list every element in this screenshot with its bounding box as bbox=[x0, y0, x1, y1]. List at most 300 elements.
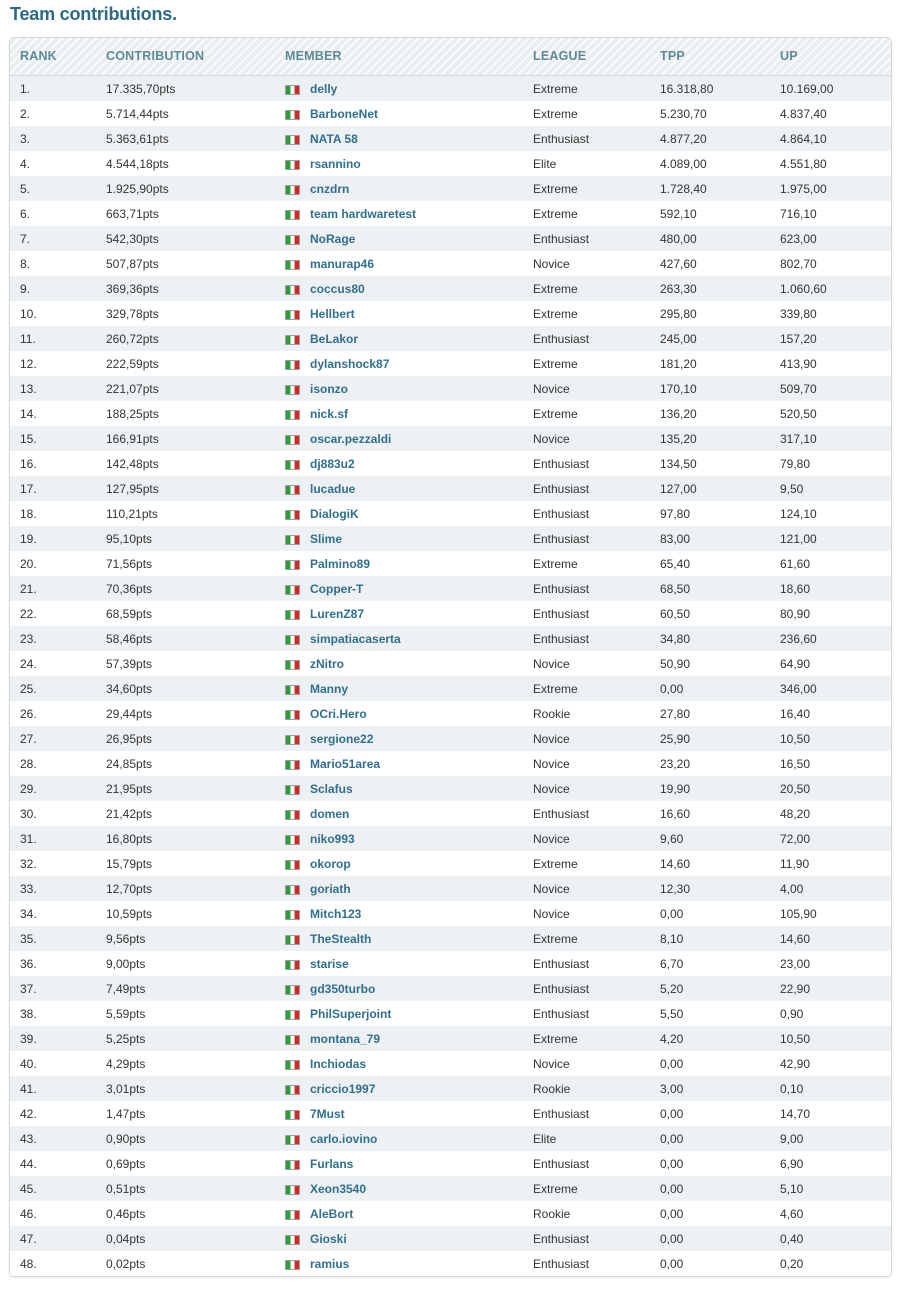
tpp-cell: 50,90 bbox=[660, 657, 691, 671]
flag-icon bbox=[285, 160, 300, 170]
member-link[interactable]: Copper-T bbox=[310, 582, 364, 596]
rank-cell: 39. bbox=[20, 1032, 37, 1046]
rank-cell: 7. bbox=[20, 232, 31, 246]
flag-icon bbox=[285, 535, 300, 545]
league-cell: Elite bbox=[533, 157, 557, 171]
up-cell: 20,50 bbox=[780, 782, 811, 796]
table-row bbox=[10, 801, 891, 826]
rank-cell: 30. bbox=[20, 807, 37, 821]
member-link[interactable]: LurenZ87 bbox=[310, 607, 365, 621]
flag-icon bbox=[285, 560, 300, 570]
contribution-cell: 34,60pts bbox=[106, 682, 153, 696]
contributions-table bbox=[9, 37, 892, 1277]
up-cell: 14,60 bbox=[780, 932, 811, 946]
italy-flag-icon bbox=[285, 484, 300, 498]
rank-cell: 42. bbox=[20, 1107, 37, 1121]
tpp-cell: 0,00 bbox=[660, 1257, 684, 1271]
rank-cell: 13. bbox=[20, 382, 37, 396]
italy-flag-icon bbox=[285, 659, 300, 673]
up-cell: 4.551,80 bbox=[780, 157, 827, 171]
member-link[interactable]: manurap46 bbox=[310, 257, 375, 271]
flag-icon bbox=[285, 735, 300, 745]
up-cell: 79,80 bbox=[780, 457, 811, 471]
rank-cell: 35. bbox=[20, 932, 37, 946]
member-link[interactable]: DialogiK bbox=[310, 507, 359, 521]
contribution-cell: 15,79pts bbox=[106, 857, 153, 871]
tpp-cell: 34,80 bbox=[660, 632, 691, 646]
column-header-member[interactable]: MEMBER bbox=[285, 49, 342, 63]
table-row bbox=[10, 151, 891, 176]
flag-icon bbox=[285, 960, 300, 970]
flag-icon bbox=[285, 235, 300, 245]
column-header-contribution[interactable]: CONTRIBUTION bbox=[106, 49, 205, 63]
tpp-cell: 0,00 bbox=[660, 1107, 684, 1121]
league-cell: Rookie bbox=[533, 1082, 571, 1096]
league-cell: Extreme bbox=[533, 282, 578, 296]
rank-cell: 8. bbox=[20, 257, 31, 271]
league-cell: Novice bbox=[533, 257, 570, 271]
rank-cell: 24. bbox=[20, 657, 37, 671]
table-row bbox=[10, 201, 891, 226]
member-link[interactable]: carlo.iovino bbox=[310, 1132, 378, 1146]
league-cell: Enthusiast bbox=[533, 457, 590, 471]
italy-flag-icon bbox=[285, 1059, 300, 1073]
rank-cell: 15. bbox=[20, 432, 37, 446]
tpp-cell: 0,00 bbox=[660, 1207, 684, 1221]
table-row bbox=[10, 426, 891, 451]
up-cell: 6,90 bbox=[780, 1157, 804, 1171]
contribution-cell: 5.363,61pts bbox=[106, 132, 169, 146]
italy-flag-icon bbox=[285, 559, 300, 573]
up-cell: 157,20 bbox=[780, 332, 817, 346]
tpp-cell: 65,40 bbox=[660, 557, 691, 571]
up-cell: 42,90 bbox=[780, 1057, 811, 1071]
rank-cell: 10. bbox=[20, 307, 37, 321]
member-link[interactable]: nick.sf bbox=[310, 407, 349, 421]
rank-cell: 38. bbox=[20, 1007, 37, 1021]
up-cell: 121,00 bbox=[780, 532, 817, 546]
tpp-cell: 16,60 bbox=[660, 807, 691, 821]
italy-flag-icon bbox=[285, 159, 300, 173]
column-header-tpp[interactable]: TPP bbox=[660, 49, 685, 63]
flag-icon bbox=[285, 1160, 300, 1170]
rank-cell: 21. bbox=[20, 582, 37, 596]
tpp-cell: 83,00 bbox=[660, 532, 691, 546]
up-cell: 5,10 bbox=[780, 1182, 804, 1196]
league-cell: Enthusiast bbox=[533, 1232, 590, 1246]
italy-flag-icon bbox=[285, 634, 300, 648]
rank-cell: 12. bbox=[20, 357, 37, 371]
member-link[interactable]: TheStealth bbox=[310, 932, 372, 946]
italy-flag-icon bbox=[285, 1159, 300, 1173]
contribution-cell: 369,36pts bbox=[106, 282, 159, 296]
contribution-cell: 4,29pts bbox=[106, 1057, 146, 1071]
column-header-league[interactable]: LEAGUE bbox=[533, 49, 587, 63]
contribution-cell: 0,90pts bbox=[106, 1132, 146, 1146]
flag-icon bbox=[285, 210, 300, 220]
rank-cell: 27. bbox=[20, 732, 37, 746]
member-link[interactable]: team hardwaretest bbox=[310, 207, 417, 221]
italy-flag-icon bbox=[285, 534, 300, 548]
italy-flag-icon bbox=[285, 284, 300, 298]
member-link[interactable]: delly bbox=[310, 82, 338, 96]
table-row bbox=[10, 676, 891, 701]
member-link[interactable]: Xeon3540 bbox=[310, 1182, 367, 1196]
flag-icon bbox=[285, 410, 300, 420]
flag-icon bbox=[285, 1210, 300, 1220]
member-link[interactable]: lucadue bbox=[310, 482, 356, 496]
rank-cell: 37. bbox=[20, 982, 37, 996]
table-row bbox=[10, 1126, 891, 1151]
league-cell: Extreme bbox=[533, 682, 578, 696]
up-cell: 413,90 bbox=[780, 357, 817, 371]
up-cell: 317,10 bbox=[780, 432, 817, 446]
flag-icon bbox=[285, 435, 300, 445]
flag-icon bbox=[285, 860, 300, 870]
contribution-cell: 5,59pts bbox=[106, 1007, 146, 1021]
league-cell: Enthusiast bbox=[533, 1257, 590, 1271]
up-cell: 236,60 bbox=[780, 632, 817, 646]
tpp-cell: 134,50 bbox=[660, 457, 697, 471]
rank-cell: 45. bbox=[20, 1182, 37, 1196]
contribution-cell: 24,85pts bbox=[106, 757, 153, 771]
contribution-cell: 166,91pts bbox=[106, 432, 159, 446]
league-cell: Enthusiast bbox=[533, 132, 590, 146]
contribution-cell: 0,46pts bbox=[106, 1207, 146, 1221]
table-row bbox=[10, 176, 891, 201]
italy-flag-icon bbox=[285, 584, 300, 598]
member-link[interactable]: zNitro bbox=[310, 657, 344, 671]
flag-icon bbox=[285, 985, 300, 995]
member-link[interactable]: niko993 bbox=[310, 832, 355, 846]
league-cell: Novice bbox=[533, 382, 570, 396]
member-link[interactable]: Mario51area bbox=[310, 757, 381, 771]
up-cell: 802,70 bbox=[780, 257, 817, 271]
tpp-cell: 5,20 bbox=[660, 982, 684, 996]
table-row bbox=[10, 451, 891, 476]
table-row bbox=[10, 651, 891, 676]
flag-icon bbox=[285, 1185, 300, 1195]
column-header-rank[interactable]: RANK bbox=[20, 49, 57, 63]
league-cell: Enthusiast bbox=[533, 1157, 590, 1171]
table-row bbox=[10, 1026, 891, 1051]
italy-flag-icon bbox=[285, 1209, 300, 1223]
up-cell: 124,10 bbox=[780, 507, 817, 521]
member-link[interactable]: NoRage bbox=[310, 232, 356, 246]
tpp-cell: 136,20 bbox=[660, 407, 697, 421]
league-cell: Enthusiast bbox=[533, 507, 590, 521]
table-row bbox=[10, 1076, 891, 1101]
tpp-cell: 263,30 bbox=[660, 282, 697, 296]
member-link[interactable]: Sclafus bbox=[310, 782, 353, 796]
league-cell: Elite bbox=[533, 1132, 557, 1146]
page-title: Team contributions. bbox=[10, 4, 177, 24]
league-cell: Extreme bbox=[533, 407, 578, 421]
tpp-cell: 16.318,80 bbox=[660, 82, 714, 96]
league-cell: Enthusiast bbox=[533, 332, 590, 346]
member-link[interactable]: OCri.Hero bbox=[310, 707, 367, 721]
rank-cell: 31. bbox=[20, 832, 37, 846]
contribution-cell: 142,48pts bbox=[106, 457, 159, 471]
italy-flag-icon bbox=[285, 84, 300, 98]
up-cell: 339,80 bbox=[780, 307, 817, 321]
league-cell: Novice bbox=[533, 1057, 570, 1071]
up-cell: 520,50 bbox=[780, 407, 817, 421]
up-cell: 4,60 bbox=[780, 1207, 804, 1221]
contribution-cell: 507,87pts bbox=[106, 257, 159, 271]
rank-cell: 22. bbox=[20, 607, 37, 621]
column-header-up[interactable]: UP bbox=[780, 49, 798, 63]
member-link[interactable]: cnzdrn bbox=[310, 182, 350, 196]
flag-icon bbox=[285, 710, 300, 720]
table-row bbox=[10, 501, 891, 526]
member-link[interactable]: Inchiodas bbox=[310, 1057, 367, 1071]
up-cell: 64,90 bbox=[780, 657, 811, 671]
up-cell: 0,20 bbox=[780, 1257, 804, 1271]
italy-flag-icon bbox=[285, 1109, 300, 1123]
contribution-cell: 68,59pts bbox=[106, 607, 153, 621]
tpp-cell: 97,80 bbox=[660, 507, 691, 521]
up-cell: 23,00 bbox=[780, 957, 811, 971]
member-link[interactable]: Mitch123 bbox=[310, 907, 362, 921]
member-link[interactable]: NATA 58 bbox=[310, 132, 358, 146]
tpp-cell: 592,10 bbox=[660, 207, 697, 221]
contribution-cell: 1.925,90pts bbox=[106, 182, 169, 196]
league-cell: Extreme bbox=[533, 207, 578, 221]
contribution-cell: 21,42pts bbox=[106, 807, 153, 821]
tpp-cell: 3,00 bbox=[660, 1082, 684, 1096]
table-row bbox=[10, 776, 891, 801]
league-cell: Extreme bbox=[533, 1182, 578, 1196]
flag-icon bbox=[285, 810, 300, 820]
table-row bbox=[10, 251, 891, 276]
contribution-cell: 95,10pts bbox=[106, 532, 153, 546]
member-link[interactable]: oscar.pezzaldi bbox=[310, 432, 392, 446]
member-link[interactable]: Manny bbox=[310, 682, 349, 696]
table-header bbox=[10, 38, 891, 76]
rank-cell: 32. bbox=[20, 857, 37, 871]
tpp-cell: 427,60 bbox=[660, 257, 697, 271]
up-cell: 16,50 bbox=[780, 757, 811, 771]
member-link[interactable]: Slime bbox=[310, 532, 343, 546]
league-cell: Enthusiast bbox=[533, 632, 590, 646]
up-cell: 61,60 bbox=[780, 557, 811, 571]
flag-icon bbox=[285, 1085, 300, 1095]
member-link[interactable]: Hellbert bbox=[310, 307, 355, 321]
contribution-cell: 110,21pts bbox=[106, 507, 158, 521]
member-link[interactable]: rsannino bbox=[310, 157, 361, 171]
member-link[interactable]: ramius bbox=[310, 1257, 350, 1271]
tpp-cell: 12,30 bbox=[660, 882, 691, 896]
member-link[interactable]: sergione22 bbox=[310, 732, 374, 746]
rank-cell: 33. bbox=[20, 882, 37, 896]
table-row bbox=[10, 401, 891, 426]
rank-cell: 40. bbox=[20, 1057, 37, 1071]
flag-icon bbox=[285, 685, 300, 695]
rank-cell: 5. bbox=[20, 182, 31, 196]
flag-icon bbox=[285, 1110, 300, 1120]
tpp-cell: 9,60 bbox=[660, 832, 684, 846]
tpp-cell: 127,00 bbox=[660, 482, 697, 496]
league-cell: Enthusiast bbox=[533, 1007, 590, 1021]
tpp-cell: 480,00 bbox=[660, 232, 697, 246]
up-cell: 10,50 bbox=[780, 732, 811, 746]
flag-icon bbox=[285, 135, 300, 145]
league-cell: Novice bbox=[533, 832, 570, 846]
contribution-cell: 542,30pts bbox=[106, 232, 159, 246]
table-row bbox=[10, 851, 891, 876]
contribution-cell: 70,36pts bbox=[106, 582, 153, 596]
contribution-cell: 4.544,18pts bbox=[106, 157, 169, 171]
italy-flag-icon bbox=[285, 384, 300, 398]
table-row bbox=[10, 351, 891, 376]
table-row bbox=[10, 76, 891, 101]
rank-cell: 11. bbox=[20, 332, 36, 346]
italy-flag-icon bbox=[285, 734, 300, 748]
member-link[interactable]: montana_79 bbox=[310, 1032, 381, 1046]
tpp-cell: 0,00 bbox=[660, 907, 684, 921]
tpp-cell: 27,80 bbox=[660, 707, 691, 721]
rank-cell: 20. bbox=[20, 557, 37, 571]
flag-icon bbox=[285, 285, 300, 295]
italy-flag-icon bbox=[285, 984, 300, 998]
tpp-cell: 0,00 bbox=[660, 682, 684, 696]
italy-flag-icon bbox=[285, 834, 300, 848]
flag-icon bbox=[285, 1235, 300, 1245]
italy-flag-icon bbox=[285, 1034, 300, 1048]
league-cell: Extreme bbox=[533, 107, 578, 121]
italy-flag-icon bbox=[285, 509, 300, 523]
member-link[interactable]: 7Must bbox=[310, 1107, 345, 1121]
league-cell: Enthusiast bbox=[533, 807, 590, 821]
flag-icon bbox=[285, 635, 300, 645]
tpp-cell: 135,20 bbox=[660, 432, 697, 446]
table-row bbox=[10, 1151, 891, 1176]
member-link[interactable]: domen bbox=[310, 807, 350, 821]
flag-icon bbox=[285, 585, 300, 595]
member-link[interactable]: coccus80 bbox=[310, 282, 365, 296]
member-link[interactable]: Palmino89 bbox=[310, 557, 371, 571]
tpp-cell: 8,10 bbox=[660, 932, 684, 946]
contribution-cell: 21,95pts bbox=[106, 782, 153, 796]
tpp-cell: 0,00 bbox=[660, 1057, 684, 1071]
member-link[interactable]: criccio1997 bbox=[310, 1082, 376, 1096]
contribution-cell: 26,95pts bbox=[106, 732, 153, 746]
contribution-cell: 16,80pts bbox=[106, 832, 153, 846]
table-row bbox=[10, 751, 891, 776]
italy-flag-icon bbox=[285, 209, 300, 223]
up-cell: 716,10 bbox=[780, 207, 817, 221]
up-cell: 9,50 bbox=[780, 482, 804, 496]
member-link[interactable]: isonzo bbox=[310, 382, 348, 396]
league-cell: Novice bbox=[533, 432, 570, 446]
italy-flag-icon bbox=[285, 309, 300, 323]
contribution-cell: 0,69pts bbox=[106, 1157, 146, 1171]
table-row bbox=[10, 526, 891, 551]
member-link[interactable]: goriath bbox=[310, 882, 351, 896]
up-cell: 0,90 bbox=[780, 1007, 804, 1021]
rank-cell: 23. bbox=[20, 632, 37, 646]
up-cell: 4,00 bbox=[780, 882, 804, 896]
table-row bbox=[10, 576, 891, 601]
rank-cell: 41. bbox=[20, 1082, 37, 1096]
tpp-cell: 245,00 bbox=[660, 332, 697, 346]
rank-cell: 2. bbox=[20, 107, 31, 121]
up-cell: 18,60 bbox=[780, 582, 811, 596]
table-row bbox=[10, 226, 891, 251]
italy-flag-icon bbox=[285, 334, 300, 348]
up-cell: 0,40 bbox=[780, 1232, 804, 1246]
member-link[interactable]: dylanshock87 bbox=[310, 357, 390, 371]
up-cell: 346,00 bbox=[780, 682, 817, 696]
rank-cell: 26. bbox=[20, 707, 37, 721]
member-link[interactable]: AleBort bbox=[310, 1207, 354, 1221]
up-cell: 1.975,00 bbox=[780, 182, 827, 196]
rank-cell: 16. bbox=[20, 457, 37, 471]
flag-icon bbox=[285, 1010, 300, 1020]
rank-cell: 43. bbox=[20, 1132, 37, 1146]
italy-flag-icon bbox=[285, 1134, 300, 1148]
contribution-cell: 260,72pts bbox=[106, 332, 159, 346]
italy-flag-icon bbox=[285, 709, 300, 723]
member-link[interactable]: dj883u2 bbox=[310, 457, 355, 471]
rank-cell: 47. bbox=[20, 1232, 37, 1246]
member-link[interactable]: PhilSuperjoint bbox=[310, 1007, 392, 1021]
member-link[interactable]: simpatiacaserta bbox=[310, 632, 401, 646]
contribution-cell: 5.714,44pts bbox=[106, 107, 169, 121]
up-cell: 0,10 bbox=[780, 1082, 804, 1096]
rank-cell: 18. bbox=[20, 507, 37, 521]
table-row bbox=[10, 126, 891, 151]
italy-flag-icon bbox=[285, 409, 300, 423]
rank-cell: 44. bbox=[20, 1157, 37, 1171]
flag-icon bbox=[285, 835, 300, 845]
contribution-cell: 9,56pts bbox=[106, 932, 146, 946]
italy-flag-icon bbox=[285, 884, 300, 898]
table-row bbox=[10, 901, 891, 926]
up-cell: 11,90 bbox=[780, 857, 810, 871]
table-row bbox=[10, 726, 891, 751]
member-link[interactable]: Gioski bbox=[310, 1232, 347, 1246]
table-row bbox=[10, 301, 891, 326]
up-cell: 623,00 bbox=[780, 232, 817, 246]
italy-flag-icon bbox=[285, 184, 300, 198]
contribution-cell: 1,47pts bbox=[106, 1107, 146, 1121]
table-row bbox=[10, 976, 891, 1001]
rank-cell: 14. bbox=[20, 407, 37, 421]
table-row bbox=[10, 101, 891, 126]
league-cell: Extreme bbox=[533, 82, 578, 96]
up-cell: 80,90 bbox=[780, 607, 811, 621]
league-cell: Enthusiast bbox=[533, 957, 590, 971]
league-cell: Novice bbox=[533, 732, 570, 746]
league-cell: Enthusiast bbox=[533, 532, 590, 546]
tpp-cell: 5,50 bbox=[660, 1007, 684, 1021]
member-link[interactable]: Furlans bbox=[310, 1157, 354, 1171]
up-cell: 4.837,40 bbox=[780, 107, 827, 121]
flag-icon bbox=[285, 310, 300, 320]
member-link[interactable]: BeLakor bbox=[310, 332, 359, 346]
contribution-cell: 5,25pts bbox=[106, 1032, 146, 1046]
flag-icon bbox=[285, 360, 300, 370]
member-link[interactable]: BarboneNet bbox=[310, 107, 379, 121]
contribution-cell: 17.335,70pts bbox=[106, 82, 176, 96]
member-link[interactable]: gd350turbo bbox=[310, 982, 376, 996]
tpp-cell: 60,50 bbox=[660, 607, 691, 621]
member-link[interactable]: starise bbox=[310, 957, 349, 971]
member-link[interactable]: okorop bbox=[310, 857, 351, 871]
italy-flag-icon bbox=[285, 109, 300, 123]
